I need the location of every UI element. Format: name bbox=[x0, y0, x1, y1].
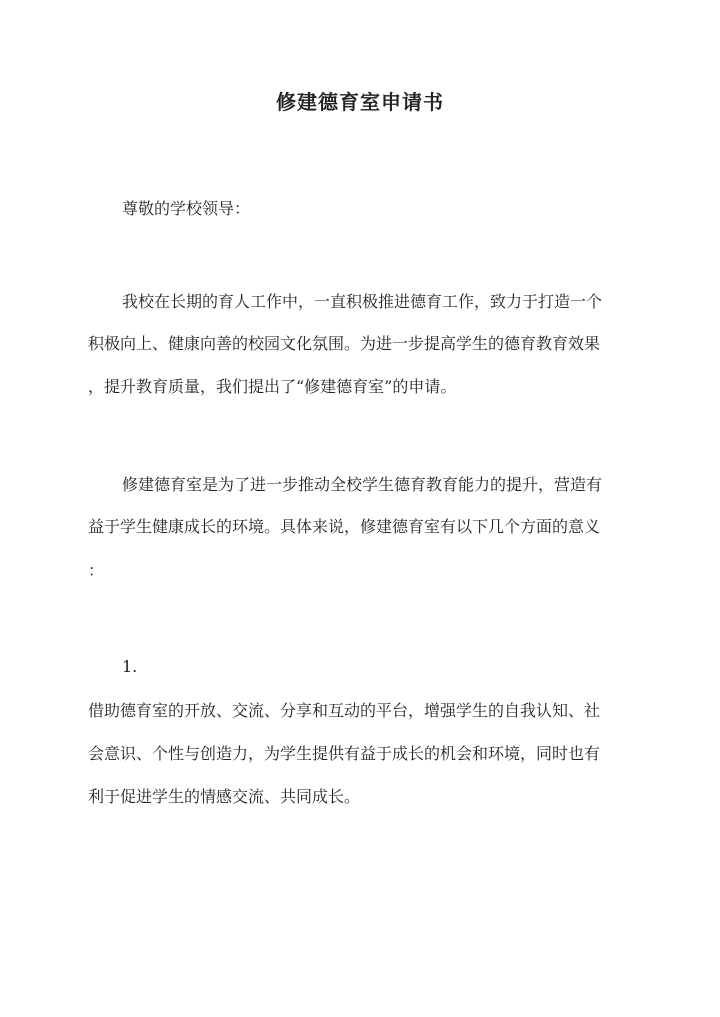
paragraph-1-line-1: 我校在长期的育人工作中，一直积极推进德育工作，致力于打造一个 bbox=[122, 292, 603, 311]
list-item-number: 1. bbox=[122, 657, 138, 676]
salutation: 尊敬的学校领导： bbox=[122, 199, 251, 218]
paragraph-2-line-3: ： bbox=[88, 561, 105, 580]
paragraph-2-line-1: 修建德育室是为了进一步推动全校学生德育教育能力的提升，营造有 bbox=[122, 475, 603, 494]
document-title: 修建德育室申请书 bbox=[276, 90, 444, 114]
list-item-line-1: 借助德育室的开放、交流、分享和互动的平台，增强学生的自我认知、社 bbox=[88, 701, 601, 720]
paragraph-1-line-3: ，提升教育质量，我们提出了“修建德育室”的申请。 bbox=[88, 377, 457, 396]
paragraph-1-line-2: 积极向上、健康向善的校园文化氛围。为进一步提高学生的德育教育效果 bbox=[88, 334, 601, 353]
paragraph-2-line-2: 益于学生健康成长的环境。具体来说，修建德育室有以下几个方面的意义 bbox=[88, 517, 601, 536]
list-item-line-2: 会意识、个性与创造力，为学生提供有益于成长的机会和环境，同时也有 bbox=[88, 744, 601, 763]
list-item-line-3: 利于促进学生的情感交流、共同成长。 bbox=[88, 787, 361, 806]
